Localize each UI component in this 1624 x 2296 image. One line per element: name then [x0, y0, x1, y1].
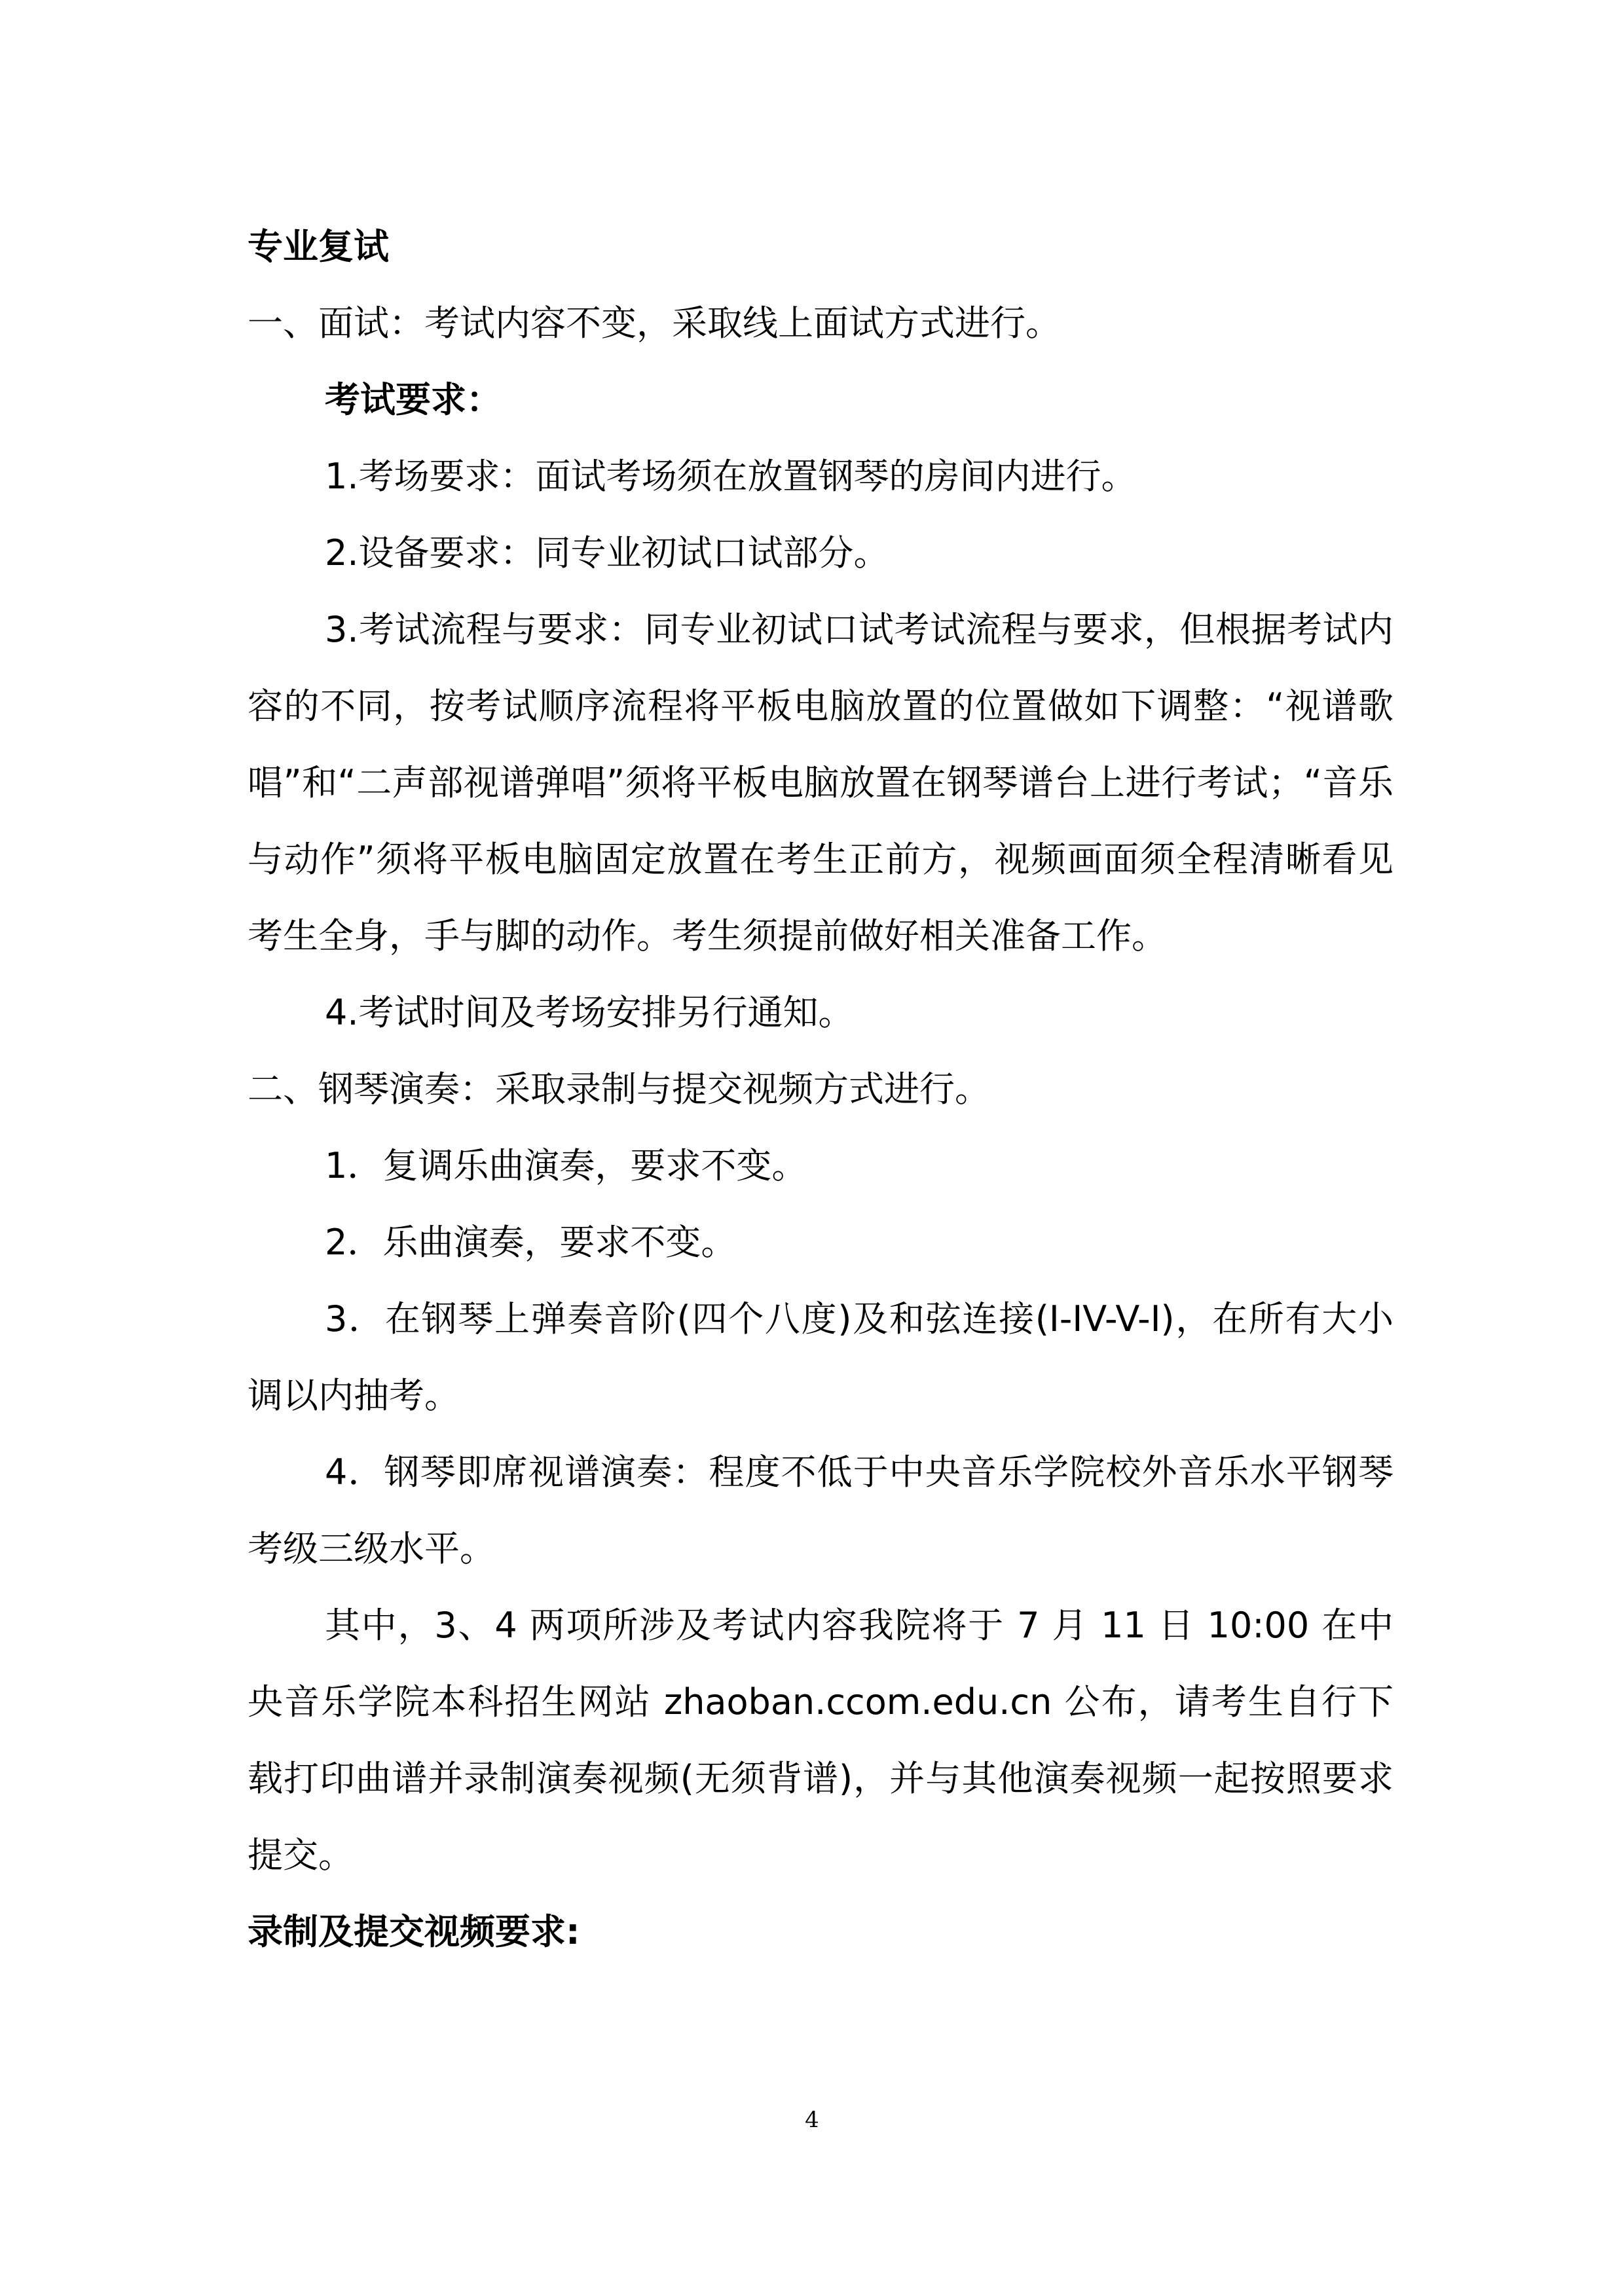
section1-item-3: 3.考试流程与要求：同专业初试口试考试流程与要求，但根据考试内容的不同，按考试顺序流程将平板电脑放置的位置做如下调整：“视谱歌唱”和“二声部视谱弹唱”须将平板电脑放置在钢琴谱台上进行考试；“音乐与动作”须将平板电脑固定放置在考生正前方，视频画面须全程清晰看见考生全身，手与脚的动作。考生须提前做好相关准备工作。 [248, 609, 1393, 957]
section2-item-4: 4．钢琴即席视谱演奏：程度不低于中央音乐学院校外音乐水平钢琴考级三级水平。 [248, 1451, 1393, 1569]
exam-requirements-heading: 考试要求： [325, 379, 502, 420]
page-number: 4 [805, 2107, 819, 2133]
section2-title: 二、钢琴演奏：采取录制与提交视频方式进行。 [248, 1068, 990, 1110]
document-heading: 专业复试 [248, 226, 389, 267]
section2-note: 其中，3、4 两项所涉及考试内容我院将于 7 月 11 日 10:00 在中央音乐学院本科招生网站 zhaoban.ccom.edu.cn 公布，请考生自行下载打印曲谱并录制演奏视频(无须背谱)，并与其他演奏视频一起按照要求提交。 [248, 1605, 1393, 1876]
section1-item-2: 2.设备要求：同专业初试口试部分。 [325, 532, 889, 574]
section1-title: 一、面试：考试内容不变，采取线上面试方式进行。 [248, 302, 1061, 344]
section2-item-3: 3．在钢琴上弹奏音阶(四个八度)及和弦连接(I-IV-V-I)，在所有大小调以内抽考。 [248, 1298, 1393, 1416]
document-body [248, 208, 1393, 1970]
section1-item-1: 1.考场要求：面试考场须在放置钢琴的房间内进行。 [325, 456, 1137, 497]
section2-item-1: 1．复调乐曲演奏，要求不变。 [325, 1145, 807, 1186]
section1-item-4: 4.考试时间及考场安排另行通知。 [325, 992, 854, 1033]
section2-item-2: 2．乐曲演奏，要求不变。 [325, 1222, 737, 1263]
video-requirements-heading: 录制及提交视频要求: [248, 1911, 580, 1952]
